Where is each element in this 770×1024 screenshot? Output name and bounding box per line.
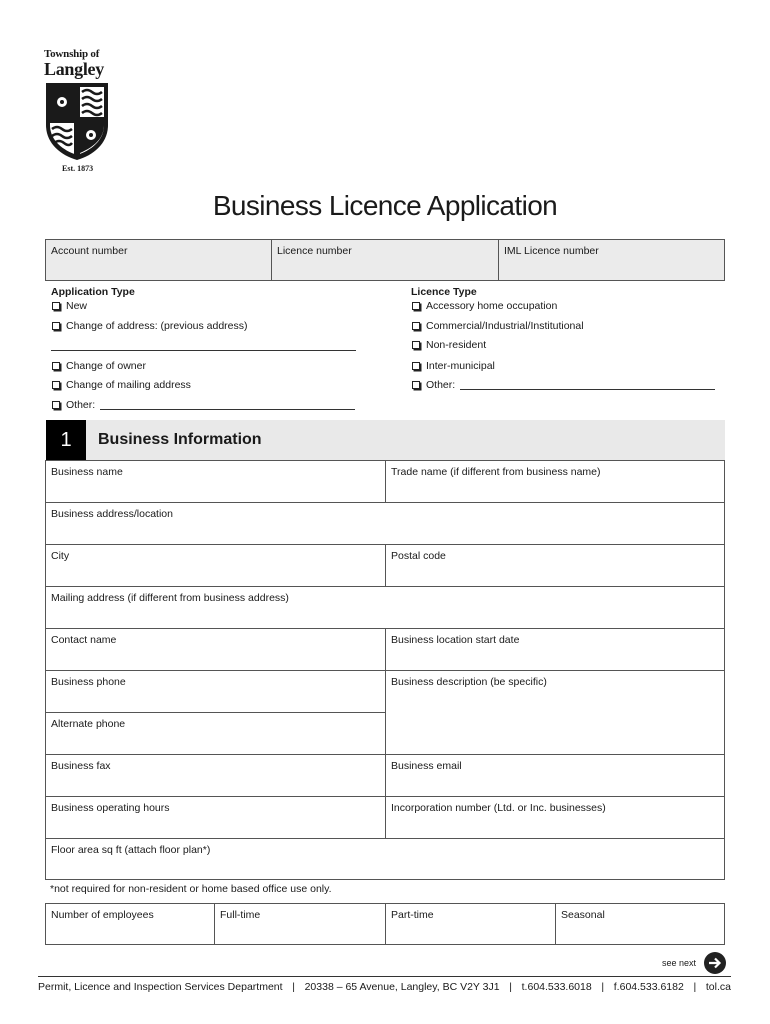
footer-address: 20338 – 65 Avenue, Langley, BC V2Y 3J1 — [304, 981, 500, 993]
footer-phone: t.604.533.6018 — [521, 981, 592, 993]
checkbox-commercial[interactable] — [412, 320, 584, 332]
logo-line2: Langley — [44, 59, 104, 79]
checkbox-icon — [412, 362, 420, 370]
account-number-field[interactable]: Account number — [51, 245, 128, 257]
seasonal-field[interactable]: Seasonal — [561, 909, 605, 921]
section-number: 1 — [46, 420, 86, 460]
section-1-header — [46, 420, 725, 460]
checkbox-icon — [412, 381, 420, 389]
business-fax-field[interactable]: Business fax — [51, 760, 111, 772]
app-other-line[interactable] — [100, 409, 355, 410]
checkbox-new-label: New — [66, 300, 88, 312]
application-type-heading: Application Type — [51, 286, 135, 298]
crest-icon — [44, 81, 110, 161]
part-time-field[interactable]: Part-time — [391, 909, 434, 921]
iml-licence-number-field[interactable]: IML Licence number — [504, 245, 599, 257]
trade-name-field[interactable]: Trade name (if different from business name) — [391, 466, 601, 478]
licence-type-heading: Licence Type — [411, 286, 477, 298]
checkbox-icon — [52, 302, 60, 310]
township-logo — [44, 48, 114, 173]
business-name-field[interactable]: Business name — [51, 466, 123, 478]
footer-separator: | — [292, 981, 295, 993]
checkbox-icon — [412, 322, 420, 330]
mailing-address-field[interactable]: Mailing address (if different from business address) — [51, 592, 289, 604]
footnote: *not required for non-resident or home based office use only. — [50, 883, 332, 895]
incorporation-number-field[interactable]: Incorporation number (Ltd. or Inc. businesses) — [391, 802, 606, 814]
section-title: Business Information — [98, 431, 262, 448]
see-next-label: see next — [662, 958, 697, 968]
licence-number-field[interactable]: Licence number — [277, 245, 352, 257]
checkbox-change-mailing-label: Change of mailing address — [66, 379, 191, 391]
checkbox-nonresident-label: Non-resident — [426, 339, 487, 351]
checkbox-accessory[interactable] — [412, 300, 557, 312]
contact-name-field[interactable]: Contact name — [51, 634, 117, 646]
checkbox-app-other-label: Other: — [66, 399, 96, 411]
footer — [38, 981, 731, 993]
footer-website[interactable]: tol.ca — [705, 981, 731, 993]
start-date-field[interactable]: Business location start date — [391, 634, 520, 646]
see-next-link[interactable] — [662, 952, 726, 974]
checkbox-change-owner-label: Change of owner — [66, 360, 146, 372]
footer-fax: f.604.533.6182 — [613, 981, 684, 993]
postal-code-field[interactable]: Postal code — [391, 550, 446, 562]
business-address-field[interactable]: Business address/location — [51, 508, 173, 520]
checkbox-change-mailing[interactable] — [52, 379, 191, 391]
footer-separator: | — [601, 981, 605, 993]
checkbox-app-other[interactable] — [52, 399, 95, 411]
page-title: Business Licence Application — [212, 190, 558, 221]
checkbox-icon — [412, 341, 420, 349]
city-field[interactable]: City — [51, 550, 70, 562]
footer-separator: | — [509, 981, 512, 993]
checkbox-nonresident[interactable] — [412, 339, 486, 351]
checkbox-icon — [52, 381, 60, 389]
checkbox-accessory-label: Accessory home occupation — [426, 300, 558, 312]
checkbox-new[interactable] — [52, 300, 87, 312]
business-email-field[interactable]: Business email — [391, 760, 462, 772]
checkbox-icon — [52, 362, 60, 370]
checkbox-icon — [52, 322, 60, 330]
alternate-phone-field[interactable]: Alternate phone — [51, 718, 126, 730]
checkbox-licence-other-label: Other: — [426, 379, 456, 391]
previous-address-line[interactable] — [51, 350, 356, 351]
footer-rule — [38, 976, 731, 977]
logo-est: Est. 1873 — [62, 164, 94, 173]
checkbox-intermunicipal[interactable] — [412, 360, 495, 372]
footer-separator: | — [693, 981, 697, 993]
full-time-field[interactable]: Full-time — [220, 909, 261, 921]
footer-department: Permit, Licence and Inspection Services Department — [38, 981, 283, 993]
checkbox-intermunicipal-label: Inter-municipal — [426, 360, 495, 372]
checkbox-change-address-label: Change of address: (previous address) — [66, 320, 248, 332]
arrow-right-icon — [704, 952, 726, 974]
floor-area-field[interactable]: Floor area sq ft (attach floor plan*) — [51, 844, 211, 856]
number-of-employees-label: Number of employees — [51, 909, 154, 921]
checkbox-commercial-label: Commercial/Industrial/Institutional — [426, 320, 584, 332]
licence-other-line[interactable] — [460, 389, 715, 390]
checkbox-icon — [412, 302, 420, 310]
business-phone-field[interactable]: Business phone — [51, 676, 126, 688]
checkbox-change-address[interactable] — [52, 320, 248, 332]
logo-line1: Township of — [44, 48, 100, 60]
operating-hours-field[interactable]: Business operating hours — [51, 802, 170, 814]
checkbox-licence-other[interactable] — [412, 379, 455, 391]
business-description-field[interactable]: Business description (be specific) — [391, 676, 547, 688]
checkbox-change-owner[interactable] — [52, 360, 146, 372]
checkbox-icon — [52, 401, 60, 409]
